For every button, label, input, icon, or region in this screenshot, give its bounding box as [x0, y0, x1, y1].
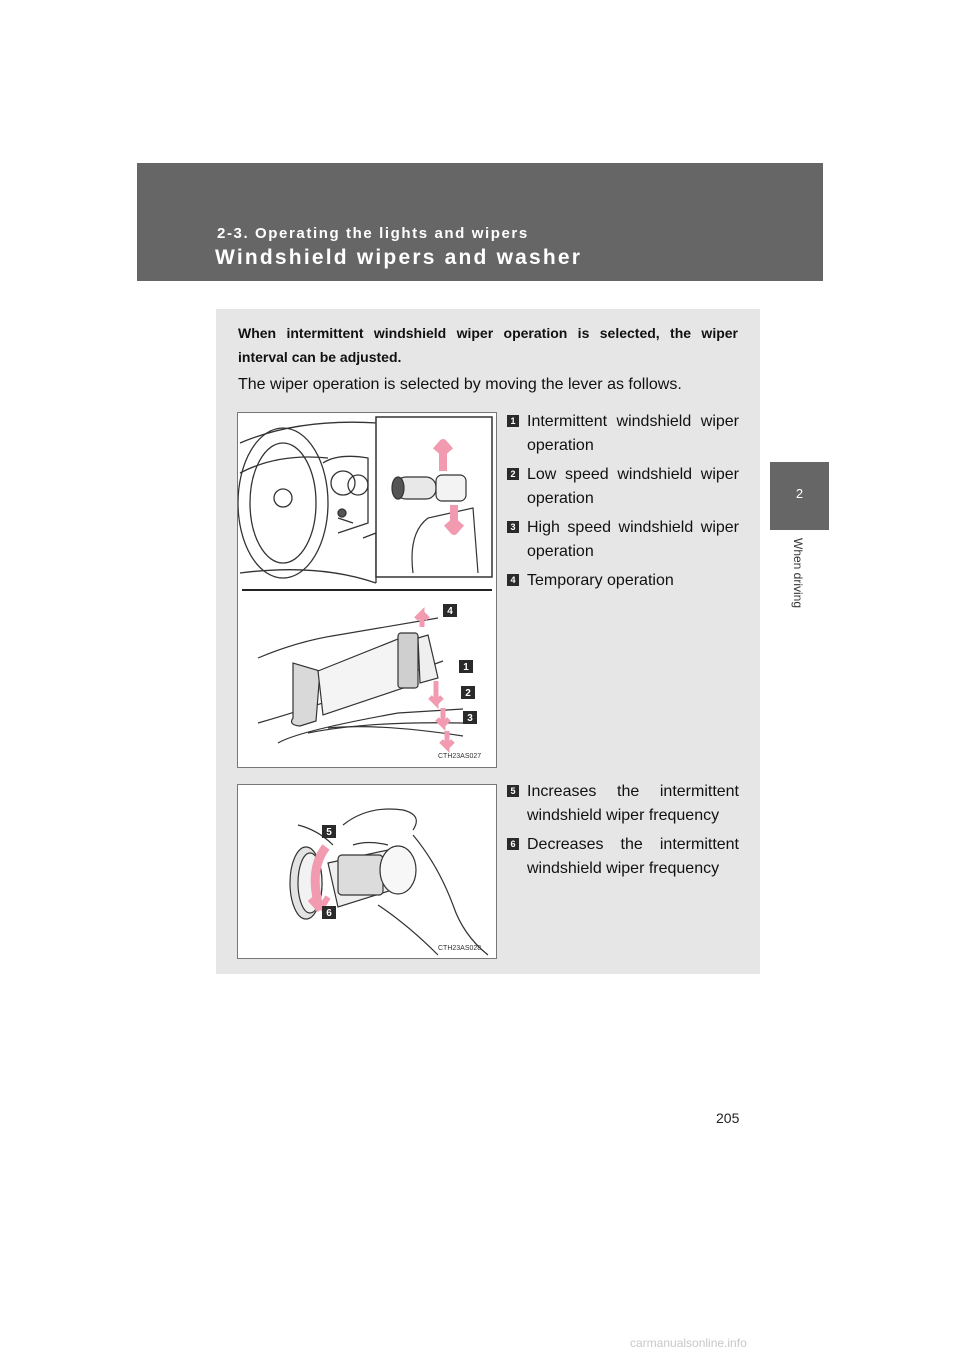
section-label: 2-3. Operating the lights and wipers	[217, 225, 529, 242]
callout-5: 5	[326, 827, 332, 838]
chapter-number: 2	[795, 486, 804, 501]
item-number-badge: 3	[507, 521, 519, 533]
intro-bold-text: When intermittent windshield wiper operation is selected, the wiper interval can be adjusted.	[238, 325, 738, 365]
item-text: Decreases the intermittent windshield wiper frequency	[527, 836, 739, 877]
list-item	[506, 516, 739, 564]
list-item	[506, 569, 739, 593]
content-panel	[216, 309, 760, 974]
item-text: Intermittent windshield wiper operation	[527, 413, 739, 454]
list-item	[506, 410, 739, 458]
chapter-tab[interactable]	[770, 462, 829, 530]
watermark: carmanualsonline.info	[630, 1336, 747, 1350]
chapter-label: When driving	[791, 538, 805, 609]
lever-positions-list	[506, 410, 739, 598]
wiper-lever-figure	[237, 412, 497, 768]
interval-adjust-list	[506, 780, 739, 886]
item-text: Increases the intermittent windshield wiper frequency	[527, 783, 739, 824]
interval-dial-illustration	[238, 785, 496, 958]
page-title: Windshield wipers and washer	[215, 246, 583, 269]
item-text: High speed windshield wiper operation	[527, 519, 739, 560]
callout-1: 1	[463, 662, 469, 673]
item-number-badge: 5	[507, 785, 519, 797]
item-number-badge: 1	[507, 415, 519, 427]
figure-code: CTH23AS027	[438, 753, 482, 760]
intro-text: The wiper operation is selected by moving the lever as follows.	[238, 376, 682, 393]
interval-dial-figure	[237, 784, 497, 959]
item-number-badge: 6	[507, 838, 519, 850]
callout-2: 2	[465, 688, 471, 699]
callout-6: 6	[326, 908, 332, 919]
item-text: Temporary operation	[527, 572, 674, 589]
list-item	[506, 780, 739, 828]
item-number-badge: 4	[507, 574, 519, 586]
list-item	[506, 833, 739, 881]
callout-4: 4	[447, 606, 453, 617]
item-number-badge: 2	[507, 468, 519, 480]
item-text: Low speed windshield wiper operation	[527, 466, 739, 507]
callout-3: 3	[467, 713, 473, 724]
page-number: 205	[716, 1110, 740, 1126]
section-header	[137, 163, 823, 281]
list-item	[506, 463, 739, 511]
figure-code: CTH23AS028	[438, 945, 482, 952]
chapter-label-wrap	[791, 538, 807, 628]
wiper-lever-illustration	[238, 413, 496, 767]
